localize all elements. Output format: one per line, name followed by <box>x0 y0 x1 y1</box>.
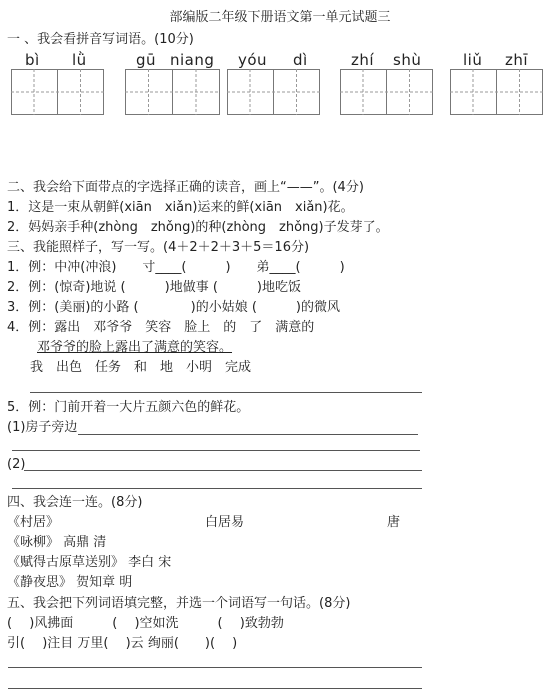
question-3-3: 3．例：(美丽)的小路 ( )的小姑娘 ( )的微风 <box>7 300 340 315</box>
pinyin-label: lǜ <box>72 51 87 69</box>
matching-row-3[interactable]: 《赋得古原草送别》 李白 宋 <box>7 555 172 570</box>
question-3-1: 1．例：中冲(冲浪) 寸____( ) 弟____( ) <box>7 260 345 275</box>
answer-line[interactable] <box>30 392 422 393</box>
answer-line[interactable] <box>12 488 422 489</box>
answer-line[interactable] <box>8 688 422 689</box>
pinyin-label: liǔ <box>463 51 483 69</box>
writing-grid-3[interactable] <box>227 69 320 115</box>
question-3-4-words: 我 出色 任务 和 地 小明 完成 <box>30 360 252 375</box>
question-3-4-example-answer: 邓爷爷的脸上露出了满意的笑容。 <box>37 340 233 355</box>
pinyin-label: dì <box>293 51 308 69</box>
pinyin-label: zhí <box>351 51 375 69</box>
question-3-5-1: (1)房子旁边 <box>7 420 78 435</box>
question-3-5: 5．例：门前开着一大片五颜六色的鲜花。 <box>7 400 250 415</box>
poem-title[interactable]: 《村居》 <box>7 515 60 530</box>
section-4-heading: 四、我会连一连。(8分) <box>7 495 143 510</box>
section-3-heading: 三、我能照样子，写一写。(4＋2＋2＋3＋5＝16分) <box>7 240 310 255</box>
pinyin-label: zhī <box>505 51 529 69</box>
question-2-1: 1．这是一束从朝鲜(xiān xiǎn)运来的鲜(xiān xiǎn)花。 <box>7 200 354 215</box>
section-2-heading: 二、我会给下面带点的字选择正确的读音，画上“——”。(4分) <box>7 180 364 195</box>
question-2-2: 2．妈妈亲手种(zhòng zhǒng)的种(zhòng zhǒng)子发芽了。 <box>7 220 389 235</box>
pinyin-label: niang <box>170 51 215 69</box>
writing-grid-2[interactable] <box>125 69 220 115</box>
poem-author[interactable]: 白居易 <box>205 515 245 530</box>
pinyin-label: shù <box>393 51 422 69</box>
section-5-heading: 五、我会把下列词语填完整，并选一个词语写一句话。(8分) <box>7 596 351 611</box>
writing-grid-4[interactable] <box>340 69 433 115</box>
answer-line[interactable] <box>24 470 422 471</box>
question-3-5-2: (2) <box>7 457 26 472</box>
answer-line[interactable] <box>12 450 420 451</box>
matching-row-4[interactable]: 《静夜思》 贺知章 明 <box>7 575 133 590</box>
pinyin-label: yóu <box>238 51 268 69</box>
writing-grid-1[interactable] <box>11 69 104 115</box>
pinyin-label: gū <box>136 51 157 69</box>
question-3-4: 4．例：露出 邓爷爷 笑容 脸上 的 了 满意的 <box>7 320 315 335</box>
fill-words-row-1: ( )风拂面 ( )空如洗 ( )致勃勃 <box>7 616 284 631</box>
writing-grid-5[interactable] <box>450 69 543 115</box>
pinyin-label: bì <box>25 51 40 69</box>
page-title: 部编版二年级下册语文第一单元试题三 <box>169 10 391 25</box>
poem-dynasty[interactable]: 唐 <box>387 515 401 530</box>
matching-row-2[interactable]: 《咏柳》 高鼎 清 <box>7 535 107 550</box>
answer-line[interactable] <box>8 667 422 668</box>
question-3-2: 2．例：(惊奇)地说 ( )地做事 ( )地吃饭 <box>7 280 301 295</box>
answer-line[interactable] <box>78 434 418 435</box>
fill-words-row-2: 引( )注目 万里( )云 绚丽( )( ) <box>7 636 238 651</box>
section-1-heading: 一 、我会看拼音写词语。(10分) <box>7 32 194 47</box>
